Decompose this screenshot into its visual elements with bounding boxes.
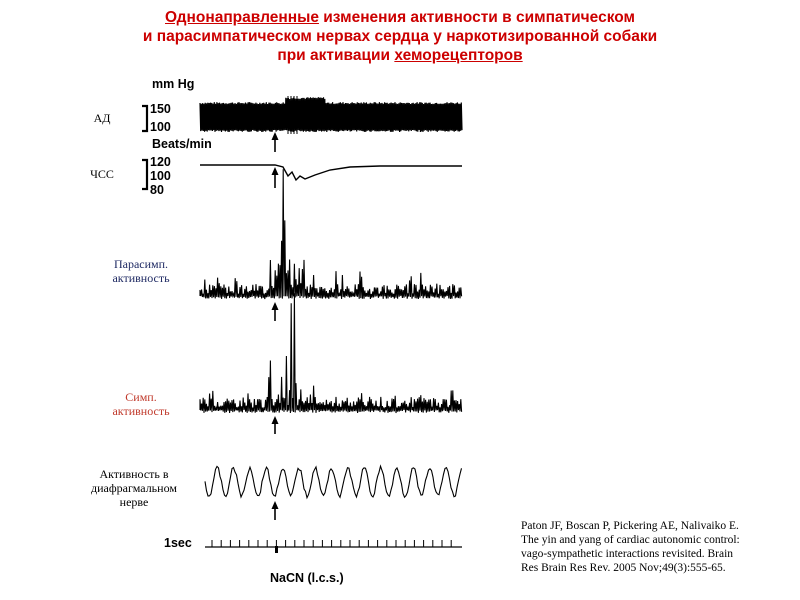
phrenic-signal [205,466,462,498]
phrenic-trace [205,466,462,498]
label-phrenic-line1: Активность в [99,467,169,481]
label-blood-pressure: АД [93,111,111,125]
label-phrenic-line2: диафрагмальном [91,481,177,495]
citation-line4: Res Brain Res Rev. 2005 Nov;49(3):555-65. [521,562,726,574]
parasympathetic-trace [200,169,462,299]
bp-tick-100: 100 [150,120,171,134]
label-sympathetic-line2: активность [112,404,170,418]
title-line3-start: при активации [277,47,395,64]
sympathetic-trace [200,293,462,413]
hr-signal [200,165,462,180]
stimulus-marker [275,546,278,553]
time-marker-trace [205,540,462,553]
heart-rate-trace [200,165,462,180]
citation [521,519,791,575]
citation-line3: vago-sympathetic interactions revisited. Brain [521,548,734,560]
stimulus-arrows [272,132,279,520]
hr-tick-80: 80 [150,183,164,197]
bp-tick-150: 150 [150,102,171,116]
stimulus-arrow-head [272,501,279,509]
hr-tick-120: 120 [150,155,171,169]
stimulus-arrow-head [272,132,279,140]
blood-pressure-trace [200,96,462,134]
bp-signal [200,97,462,132]
stimulus-label: NaCN (l.c.s.) [270,571,344,585]
title-underlined-word: Однонаправленные [165,9,319,26]
sympathetic-signal [200,293,462,413]
stimulus-arrow-head [272,302,279,310]
bp-unit-label: mm Hg [152,77,195,91]
label-phrenic-line3: нерве [119,495,149,509]
title-underlined-chemoreceptors: хеморецепторов [394,47,523,64]
title-line1-rest: изменения активности в симпатическом [318,9,635,26]
hr-unit-label: Beats/min [152,137,212,151]
hr-tick-100: 100 [150,169,171,183]
citation-line1: Paton JF, Boscan P, Pickering AE, Nalivaiko E. [521,520,739,532]
label-parasympathetic-line2: активность [112,271,170,285]
parasympathetic-signal [200,169,462,299]
time-scale-label: 1sec [164,536,192,550]
hr-bracket [142,160,147,189]
citation-line2: The yin and yang of cardiac autonomic control: [521,534,740,546]
label-sympathetic-line1: Симп. [125,390,157,404]
stimulus-arrow-head [272,167,279,175]
time-ticks [212,540,451,547]
label-heart-rate: ЧСС [90,167,114,181]
stimulus-arrow-head [272,416,279,424]
label-parasympathetic-line1: Парасимп. [113,257,169,271]
bp-bracket [142,106,147,131]
title-line2: и парасимпатическом нервах сердца у наркотизированной собаки [142,28,658,45]
